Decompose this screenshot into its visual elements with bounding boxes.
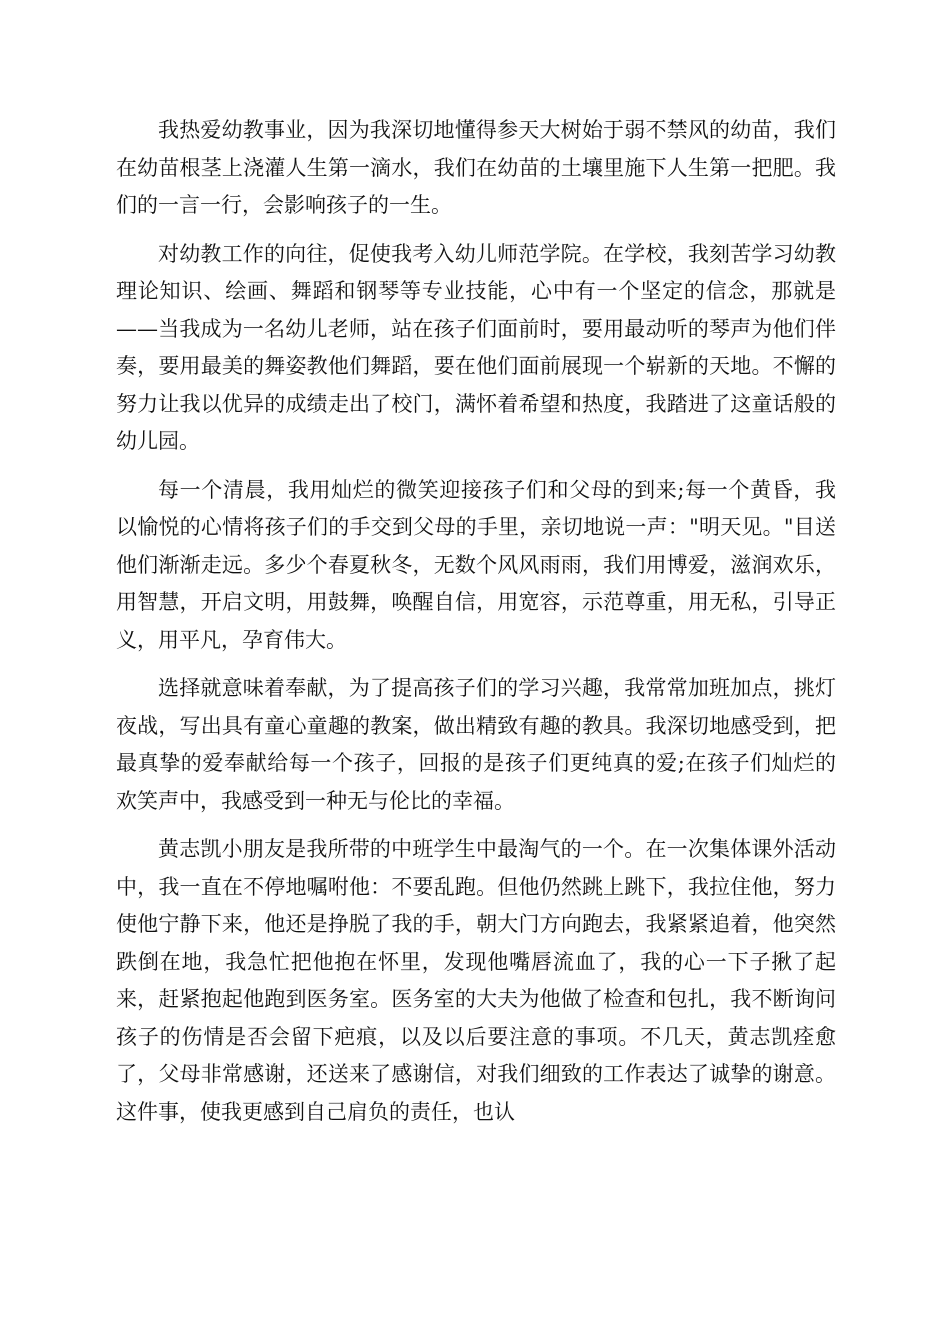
document-body	[116, 112, 836, 1142]
paragraph-1: 我热爱幼教事业，因为我深切地懂得参天大树始于弱不禁风的幼苗，我们在幼苗根茎上浇灌人生第一滴水，我们在幼苗的土壤里施下人生第一把肥。我们的一言一行，会影响孩子的一生。	[116, 118, 836, 217]
paragraph-4: 选择就意味着奉献，为了提高孩子们的学习兴趣，我常常加班加点，挑灯夜战，写出具有童心童趣的教案，做出精致有趣的教具。我深切地感受到，把最真挚的爱奉献给每一个孩子，回报的是孩子们更纯真的爱;在孩子们灿烂的欢笑声中，我感受到一种无与伦比的幸福。	[116, 676, 836, 813]
paragraph-3: 每一个清晨，我用灿烂的微笑迎接孩子们和父母的到来;每一个黄昏，我以愉悦的心情将孩子们的手交到父母的手里，亲切地说一声："明天见。"目送他们渐渐走远。多少个春夏秋冬，无数个风风雨雨，我们用博爱，滋润欢乐，用智慧，开启文明，用鼓舞，唤醒自信，用宽容，示范尊重，用无私，引导正义，用平凡，孕育伟大。	[116, 477, 836, 652]
paragraph-2: 对幼教工作的向往，促使我考入幼儿师范学院。在学校，我刻苦学习幼教理论知识、绘画、舞蹈和钢琴等专业技能，心中有一个坚定的信念，那就是——当我成为一名幼儿老师，站在孩子们面前时，要用最动听的琴声为他们伴奏，要用最美的舞姿教他们舞蹈，要在他们面前展现一个崭新的天地。不懈的努力让我以优异的成绩走出了校门，满怀着希望和热度，我踏进了这童话般的幼儿园。	[116, 241, 836, 453]
paragraph-5: 黄志凯小朋友是我所带的中班学生中最淘气的一个。在一次集体课外活动中，我一直在不停地嘱咐他：不要乱跑。但他仍然跳上跳下，我拉住他，努力使他宁静下来，他还是挣脱了我的手，朝大门方向跑去，我紧紧追着，他突然跌倒在地，我急忙把他抱在怀里，发现他嘴唇流血了，我的心一下子揪了起来，赶紧抱起他跑到医务室。医务室的大夫为他做了检查和包扎，我不断询问孩子的伤情是否会留下疤痕，以及以后要注意的事项。不几天，黄志凯痊愈了，父母非常感谢，还送来了感谢信，对我们细致的工作表达了诚挚的谢意。这件事，使我更感到自己肩负的责任，也认	[116, 837, 836, 1124]
